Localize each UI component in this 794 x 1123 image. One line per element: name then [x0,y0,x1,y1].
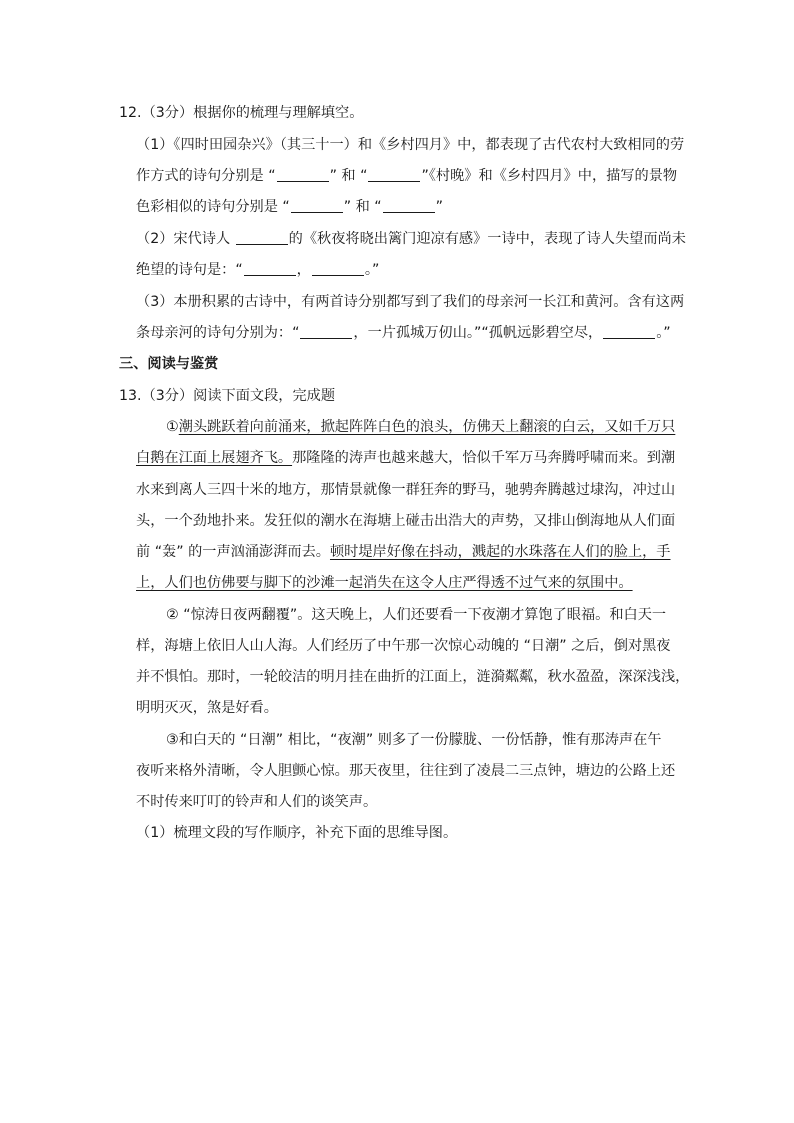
answer-blank[interactable] [383,198,435,213]
q12-p1-line2-text-a: 作方式的诗句分别是 “ [136,168,276,184]
answer-blank[interactable] [244,261,296,276]
q12-p3-line2 [136,323,671,343]
q12-p2-line1-text-a: （2）宋代诗人 [136,231,235,247]
q13-para2-line2: 样，海塘上依旧人山人海。人们经历了中午那一次惊心动魄的 “日潮” 之后，倒对黑夜 [136,638,671,654]
q12-p3-line1: （3）本册积累的古诗中，有两首诗分别都写到了我们的母亲河一长江和黄河。含有这两 [136,294,685,310]
q12-p3-line2-text-b: ，一片孤城万仞山。”“孤帆远影碧空尽， [353,325,603,341]
q12-p2-line2-text-b: ， [296,262,311,278]
q13-para1-line2-text: 那隆隆的涛声也越来越大，恰似千军万马奔腾呼啸而来。到潮 [292,450,676,466]
q13-para2-line3: 并不惧怕。那时，一轮皎洁的明月挂在曲折的江面上，涟漪粼粼，秋水盈盈，深深浅浅， [136,669,690,685]
q13-para1-line2 [136,448,675,468]
underlined-sentence: 顿时堤岸好像在抖动，溅起的水珠落在人们的脸上，手 [329,544,671,560]
q12-p1-line2-text-b: ” 和 “ [329,168,368,184]
answer-blank[interactable] [236,230,288,245]
q12-p2-line1 [136,229,686,249]
q13-para1-line1 [166,417,675,437]
answer-blank[interactable] [300,324,352,339]
q13-header: 13.（3分）阅读下面文段，完成题 [119,388,336,404]
answer-blank[interactable] [368,167,420,182]
q12-p2-line2 [136,260,379,280]
q12-p3-line2-text-a: 条母亲河的诗句分别为：“ [136,325,300,341]
q13-para1-line6: 上，人们也仿佛要与脚下的沙滩一起消失在这令人庄严得透不过气来的氛围中。 [136,575,633,591]
q13-para1-line3: 水来到离人三四十米的地方，那情景就像一群狂奔的野马，驰骋奔腾越过埭沟，冲过山 [136,482,676,498]
q12-p2-line2-text-a: 绝望的诗句是：“ [136,262,243,278]
q12-p2-line2-text-c: 。” [364,262,380,278]
q13-para3-line1: ③和白天的 “日潮” 相比，“夜潮” 则多了一份朦胧、一份恬静，惟有那涛声在午 [166,732,662,748]
q13-para3-line2: 夜听来格外清晰，令人胆颤心惊。那天夜里，往往到了凌晨二三点钟，塘边的公路上还 [136,763,676,779]
q12-p1-line1: （1）《四时田园杂兴》（其三十一）和《乡村四月》中，都表现了古代农村大致相同的劳 [136,137,685,153]
underlined-sentence: 潮头跳跃着向前涌来，掀起阵阵白色的浪头，仿佛天上翻滚的白云，又如千万只 [178,419,676,435]
q13-para2-line4: 明明灭灭，煞是好看。 [136,700,278,716]
q13-para3-line3: 不时传来叮叮的铃声和人们的谈笑声。 [136,794,378,810]
q12-p1-line3-text-c: ” [435,199,444,215]
q12-p2-line1-text-b: 的《秋夜将晓出篱门迎凉有感》一诗中，表现了诗人失望而尚未 [288,231,686,247]
q12-header: 12.（3分）根据你的梳理与理解填空。 [119,105,364,121]
q13-para1-line4: 头，一个劲地扑来。发狂似的潮水在海塘上碰击出浩大的声势，又排山倒海地从人们面 [136,513,676,529]
q12-p1-line2 [136,166,677,186]
answer-blank[interactable] [312,261,364,276]
q12-p3-line2-text-c: 。” [656,325,671,341]
q13-para1-line5-text: 前 “轰” 的一声汹涌澎湃而去。 [136,544,330,560]
answer-blank[interactable] [603,324,655,339]
q13-para2-line1: ② “惊涛日夜两翻覆”。这天晚上，人们还要看一下夜潮才算饱了眼福。和白天一 [166,607,667,623]
section-title: 三、阅读与鉴赏 [119,356,219,372]
q13-para1-line5 [136,542,671,562]
answer-blank[interactable] [291,198,343,213]
underlined-sentence: 白鹅在江面上展翅齐飞。 [136,450,293,466]
q12-p1-line3-text-a: 色彩相似的诗句分别是 “ [136,199,290,215]
answer-blank[interactable] [277,167,329,182]
q12-p1-line3-text-b: ” 和 “ [343,199,382,215]
q13-para1-marker: ① [166,419,179,435]
q12-p1-line3 [136,197,443,217]
q12-p1-line2-text-c: ”《村晚》和《乡村四月》中，描写的景物 [421,168,678,184]
q13-sub1: （1）梳理文段的写作顺序，补充下面的思维导图。 [136,825,458,841]
